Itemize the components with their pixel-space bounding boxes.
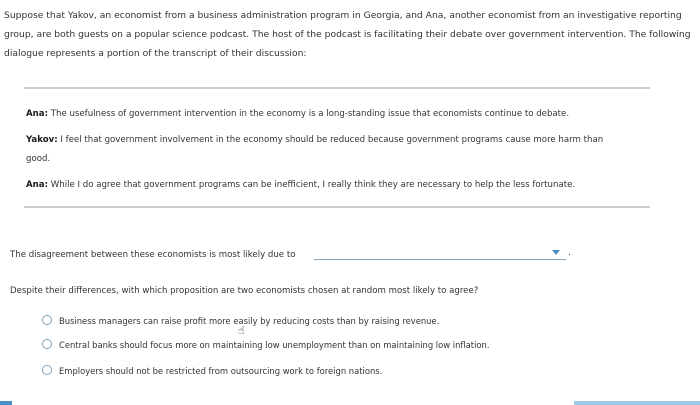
dropdown-arrow-icon[interactable] — [552, 250, 560, 255]
question-2-text: Despite their differences, with which proposition are two economists chosen at random most likely to agree? — [10, 286, 479, 296]
option-employers[interactable] — [42, 363, 382, 379]
intro-line-2: group, are both guests on a popular science podcast. The host of the podcast is facilitating their debate over government intervention. The following — [4, 29, 691, 40]
radio-button[interactable] — [42, 315, 52, 325]
question-1-period: . — [568, 248, 571, 258]
problem-intro — [4, 6, 694, 63]
dialogue-text: good. — [26, 154, 51, 164]
footer-bar-left — [0, 401, 12, 405]
answer-dropdown[interactable] — [314, 248, 566, 260]
speaker-name: Ana: — [26, 180, 49, 190]
footer-bar-right — [574, 401, 700, 405]
dialogue-line-ana-2 — [26, 176, 646, 194]
option-label: Employers should not be restricted from outsourcing work to foreign nations. — [59, 366, 383, 376]
radio-button[interactable] — [42, 365, 52, 375]
dialogue-line-ana-1 — [26, 105, 646, 123]
dialogue-text: I feel that government involvement in the economy should be reduced because government programs cause more harm than — [60, 135, 604, 145]
question-1-text: The disagreement between these economists is most likely due to — [10, 250, 296, 260]
option-label: Central banks should focus more on maintaining low unemployment than on maintaining low inflation. — [59, 340, 490, 350]
dialogue-line-yakov-cont — [26, 150, 646, 168]
intro-line-1: Suppose that Yakov, an economist from a business administration program in Georgia, and Ana, another economist from an investigative reporting — [4, 10, 682, 21]
speaker-name: Ana: — [26, 109, 49, 119]
option-label: Business managers can raise profit more easily by reducing costs than by raising revenue. — [59, 316, 440, 326]
speaker-name: Yakov: — [26, 135, 58, 145]
radio-button[interactable] — [42, 339, 52, 349]
mouse-cursor-icon: ☝ — [238, 324, 245, 337]
dialogue-transcript — [24, 87, 650, 209]
divider-top — [24, 87, 650, 89]
dialogue-line-yakov — [26, 131, 646, 149]
dialogue-text: The usefulness of government intervention in the economy is a long-standing issue that economists continue to debate. — [50, 109, 570, 119]
intro-line-3: dialogue represents a portion of the transcript of their discussion: — [4, 48, 307, 59]
divider-bottom — [24, 206, 650, 208]
dialogue-text: While I do agree that government programs can be inefficient, I really think they are necessary to help the less fortunate. — [50, 180, 576, 190]
option-central-banks[interactable] — [42, 337, 490, 353]
